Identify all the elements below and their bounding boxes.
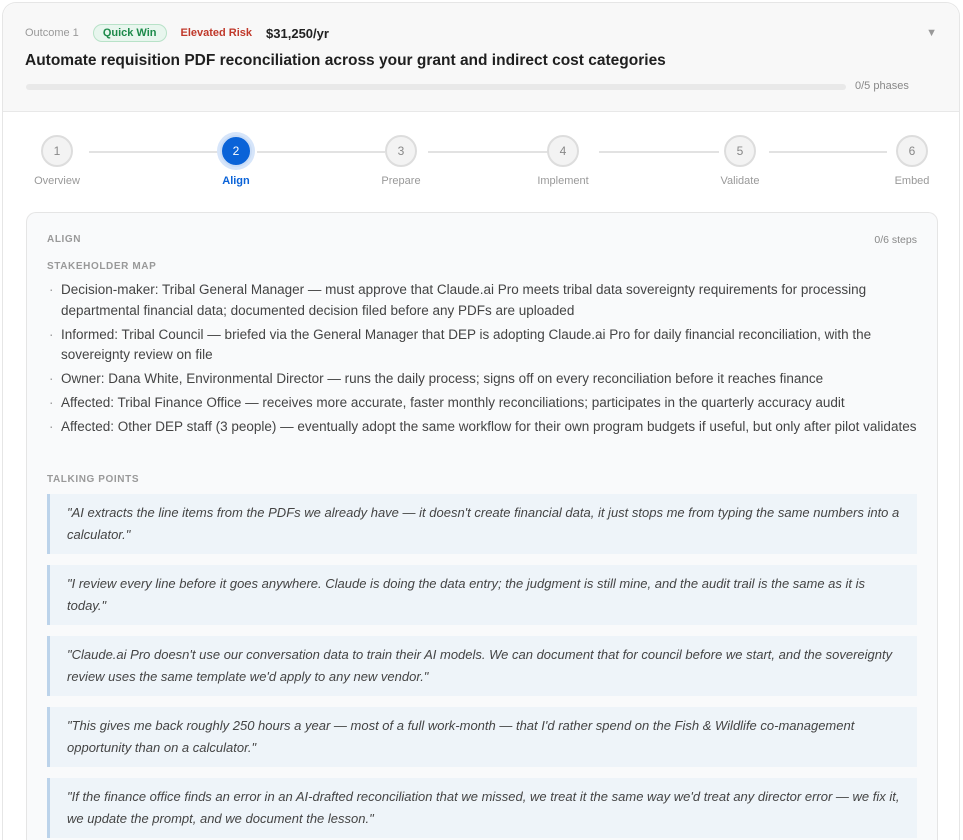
caret-down-icon[interactable]: ▼ (926, 27, 937, 39)
stakeholder-list (47, 280, 917, 441)
talking-points (47, 494, 917, 838)
step-number: 3 (385, 135, 417, 167)
talking-point: "Claude.ai Pro doesn't use our conversation data to train their AI models. We can document that for council before we start, and the sovereignty review uses the same template we'd apply to any new vendor." (47, 636, 917, 696)
list-item: · Informed: Tribal Council — briefed via the General Manager that DEP is adopting Claude.ai Pro for daily financial reconciliation, with the sovereignty review on file (47, 325, 917, 366)
step-align[interactable] (196, 135, 276, 187)
step-validate[interactable] (700, 135, 780, 187)
outcome-title: Automate requisition PDF reconciliation across your grant and indirect cost categories (25, 52, 666, 69)
talking-point: "AI extracts the line items from the PDFs we already have — it doesn't create financial data, it just stops me from typing the same numbers into a calculator." (47, 494, 917, 554)
phase-count: 0/5 phases (855, 80, 909, 92)
step-embed[interactable] (872, 135, 952, 187)
annual-value: $31,250/yr (266, 25, 329, 41)
step-prepare[interactable] (361, 135, 441, 187)
phase-progress-bar (26, 84, 846, 90)
stakeholder-map-heading: STAKEHOLDER MAP (47, 261, 157, 272)
stepper-connector (769, 151, 887, 153)
phase-stepper (3, 135, 961, 195)
step-overview[interactable] (17, 135, 97, 187)
list-item: · Owner: Dana White, Environmental Director — runs the daily process; signs off on every reconciliation before it reaches finance (47, 369, 917, 390)
talking-point: "This gives me back roughly 250 hours a year — most of a full work-month — that I'd rather spend on the Fish & Wildlife co-management opportunity than on a calculator." (47, 707, 917, 767)
step-label: Embed (894, 175, 930, 187)
step-number: 5 (724, 135, 756, 167)
talking-point: "If the finance office finds an error in an AI-drafted reconciliation that we missed, we treat it the same way we'd treat any director error — we fix it, we update the prompt, and we document the lesson." (47, 778, 917, 838)
quick-win-badge: Quick Win (93, 24, 167, 42)
step-label: Align (222, 175, 250, 187)
step-implement[interactable] (523, 135, 603, 187)
align-panel (26, 212, 938, 840)
outcome-card (2, 2, 960, 840)
step-label: Prepare (381, 175, 421, 187)
step-number: 2 (220, 135, 252, 167)
talking-points-heading: TALKING POINTS (47, 474, 140, 485)
step-number: 6 (896, 135, 928, 167)
step-label: Implement (537, 175, 589, 187)
risk-label: Elevated Risk (180, 27, 253, 39)
panel-title: ALIGN (47, 234, 82, 245)
step-label: Overview (34, 175, 80, 187)
outcome-number: Outcome 1 (25, 27, 79, 39)
list-item: · Affected: Tribal Finance Office — receives more accurate, faster monthly reconciliations; participates in the quarterly accuracy audit (47, 393, 917, 414)
talking-point: "I review every line before it goes anywhere. Claude is doing the data entry; the judgment is still mine, and the audit trail is the same as it is today." (47, 565, 917, 625)
list-item: · Decision-maker: Tribal General Manager — must approve that Claude.ai Pro meets tribal data sovereignty requirements for processing departmental financial data; documented decision filed before any PDFs are uploaded (47, 280, 917, 321)
step-label: Validate (720, 175, 760, 187)
list-item: · Affected: Other DEP staff (3 people) — eventually adopt the same workflow for their own program budgets if useful, but only after pilot validates (47, 417, 917, 438)
step-number: 4 (547, 135, 579, 167)
outcome-header[interactable] (3, 3, 959, 112)
step-number: 1 (41, 135, 73, 167)
step-count: 0/6 steps (874, 234, 917, 246)
